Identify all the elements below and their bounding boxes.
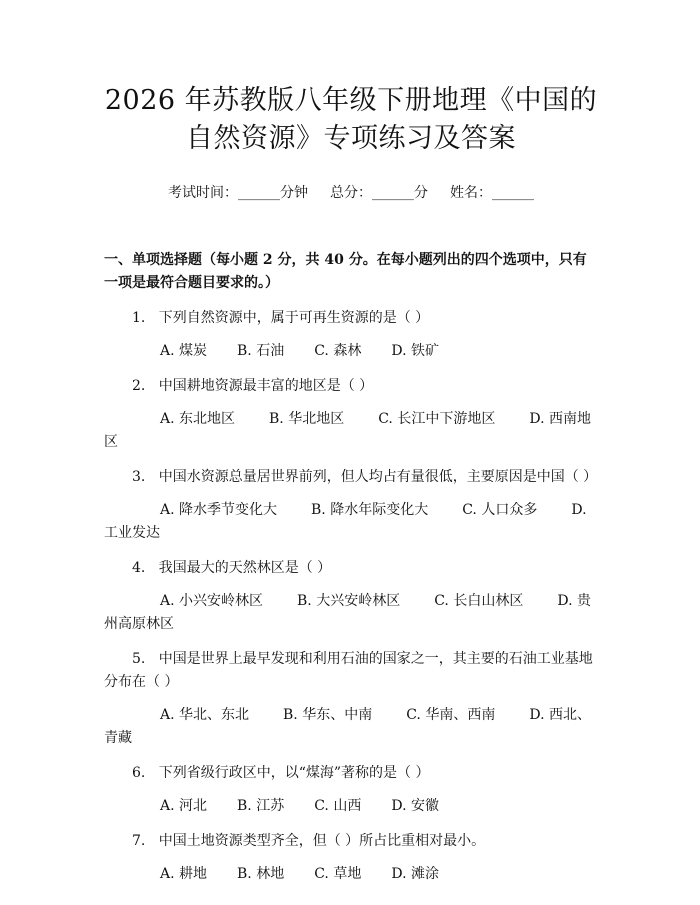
total-score-label: 总分：______分 [330, 185, 428, 201]
option-b: B. 降水年际变化大 [311, 502, 429, 518]
question-number: 5. [132, 651, 146, 667]
question-text: 中国是世界上最早发现和利用石油的国家之一，其主要的石油工业基地分布在（ ） [104, 651, 593, 690]
option-c: C. 华南、西南 [406, 707, 496, 723]
question-number: 2. [132, 378, 146, 394]
option-b: B. 江苏 [237, 798, 285, 814]
question-number: 6. [132, 765, 146, 781]
question-text: 下列自然资源中，属于可再生资源的是（ ） [158, 310, 430, 326]
student-name-label: 姓名：______ [450, 185, 534, 201]
question-options [104, 590, 598, 636]
option-a: A. 小兴安岭林区 [160, 593, 264, 609]
question-item [104, 830, 598, 886]
question-stem [104, 557, 598, 580]
option-a: A. 华北、东北 [160, 707, 250, 723]
exam-info [104, 183, 598, 203]
option-c: C. 森林 [314, 343, 362, 359]
option-d: D. 西南地区 [104, 411, 591, 450]
question-item [104, 648, 598, 750]
option-c: C. 长江中下游地区 [378, 411, 496, 427]
question-options [104, 795, 598, 818]
question-item [104, 307, 598, 363]
option-d: D. 铁矿 [391, 343, 439, 359]
question-stem [104, 466, 598, 489]
option-a: A. 河北 [160, 798, 208, 814]
question-options [104, 340, 598, 363]
question-stem [104, 375, 598, 398]
question-options [104, 704, 598, 750]
question-options [104, 863, 598, 886]
question-stem [104, 830, 598, 853]
option-b: B. 华北地区 [269, 411, 345, 427]
option-d: D. 滩涂 [391, 866, 439, 882]
question-stem [104, 307, 598, 330]
option-b: B. 华东、中南 [283, 707, 373, 723]
question-text: 中国土地资源类型齐全，但（ ）所占比重相对最小。 [158, 833, 486, 849]
option-d: D. 贵州高原林区 [104, 593, 591, 632]
question-options [104, 499, 598, 545]
question-text: 中国水资源总量居世界前列，但人均占有量很低，主要原因是中国（ ） [158, 469, 598, 485]
question-item [104, 762, 598, 818]
option-c: C. 山西 [314, 798, 362, 814]
exam-time-label: 考试时间：______分钟 [168, 185, 308, 201]
question-text: 中国耕地资源最丰富的地区是（ ） [158, 378, 374, 394]
question-item [104, 466, 598, 545]
option-d: D. 工业发达 [104, 502, 587, 541]
option-d: D. 西北、青藏 [104, 707, 591, 746]
option-b: B. 林地 [237, 866, 285, 882]
option-a: A. 降水季节变化大 [160, 502, 278, 518]
question-number: 3. [132, 469, 146, 485]
question-text: 我国最大的天然林区是（ ） [158, 560, 332, 576]
option-b: B. 大兴安岭林区 [297, 593, 401, 609]
question-options [104, 408, 598, 454]
option-d: D. 安徽 [391, 798, 439, 814]
option-c: C. 人口众多 [462, 502, 538, 518]
section-title: 一、单项选择题（每小题 2 分，共 40 分。在每小题列出的四个选项中，只有一项是最符合题目要求的。） [104, 252, 587, 291]
question-number: 7. [132, 833, 146, 849]
option-c: C. 长白山林区 [434, 593, 524, 609]
option-a: A. 东北地区 [160, 411, 236, 427]
option-b: B. 石油 [237, 343, 285, 359]
question-text: 下列省级行政区中，以“煤海”著称的是（ ） [158, 765, 430, 781]
question-number: 1. [132, 310, 146, 326]
option-a: A. 煤炭 [160, 343, 208, 359]
question-number: 4. [132, 560, 146, 576]
option-a: A. 耕地 [160, 866, 208, 882]
question-item [104, 557, 598, 636]
option-c: C. 草地 [314, 866, 362, 882]
question-stem [104, 762, 598, 785]
question-stem [104, 648, 598, 694]
question-item [104, 375, 598, 454]
document-title: 2026 年苏教版八年级下册地理《中国的自然资源》专项练习及答案 [104, 85, 598, 154]
